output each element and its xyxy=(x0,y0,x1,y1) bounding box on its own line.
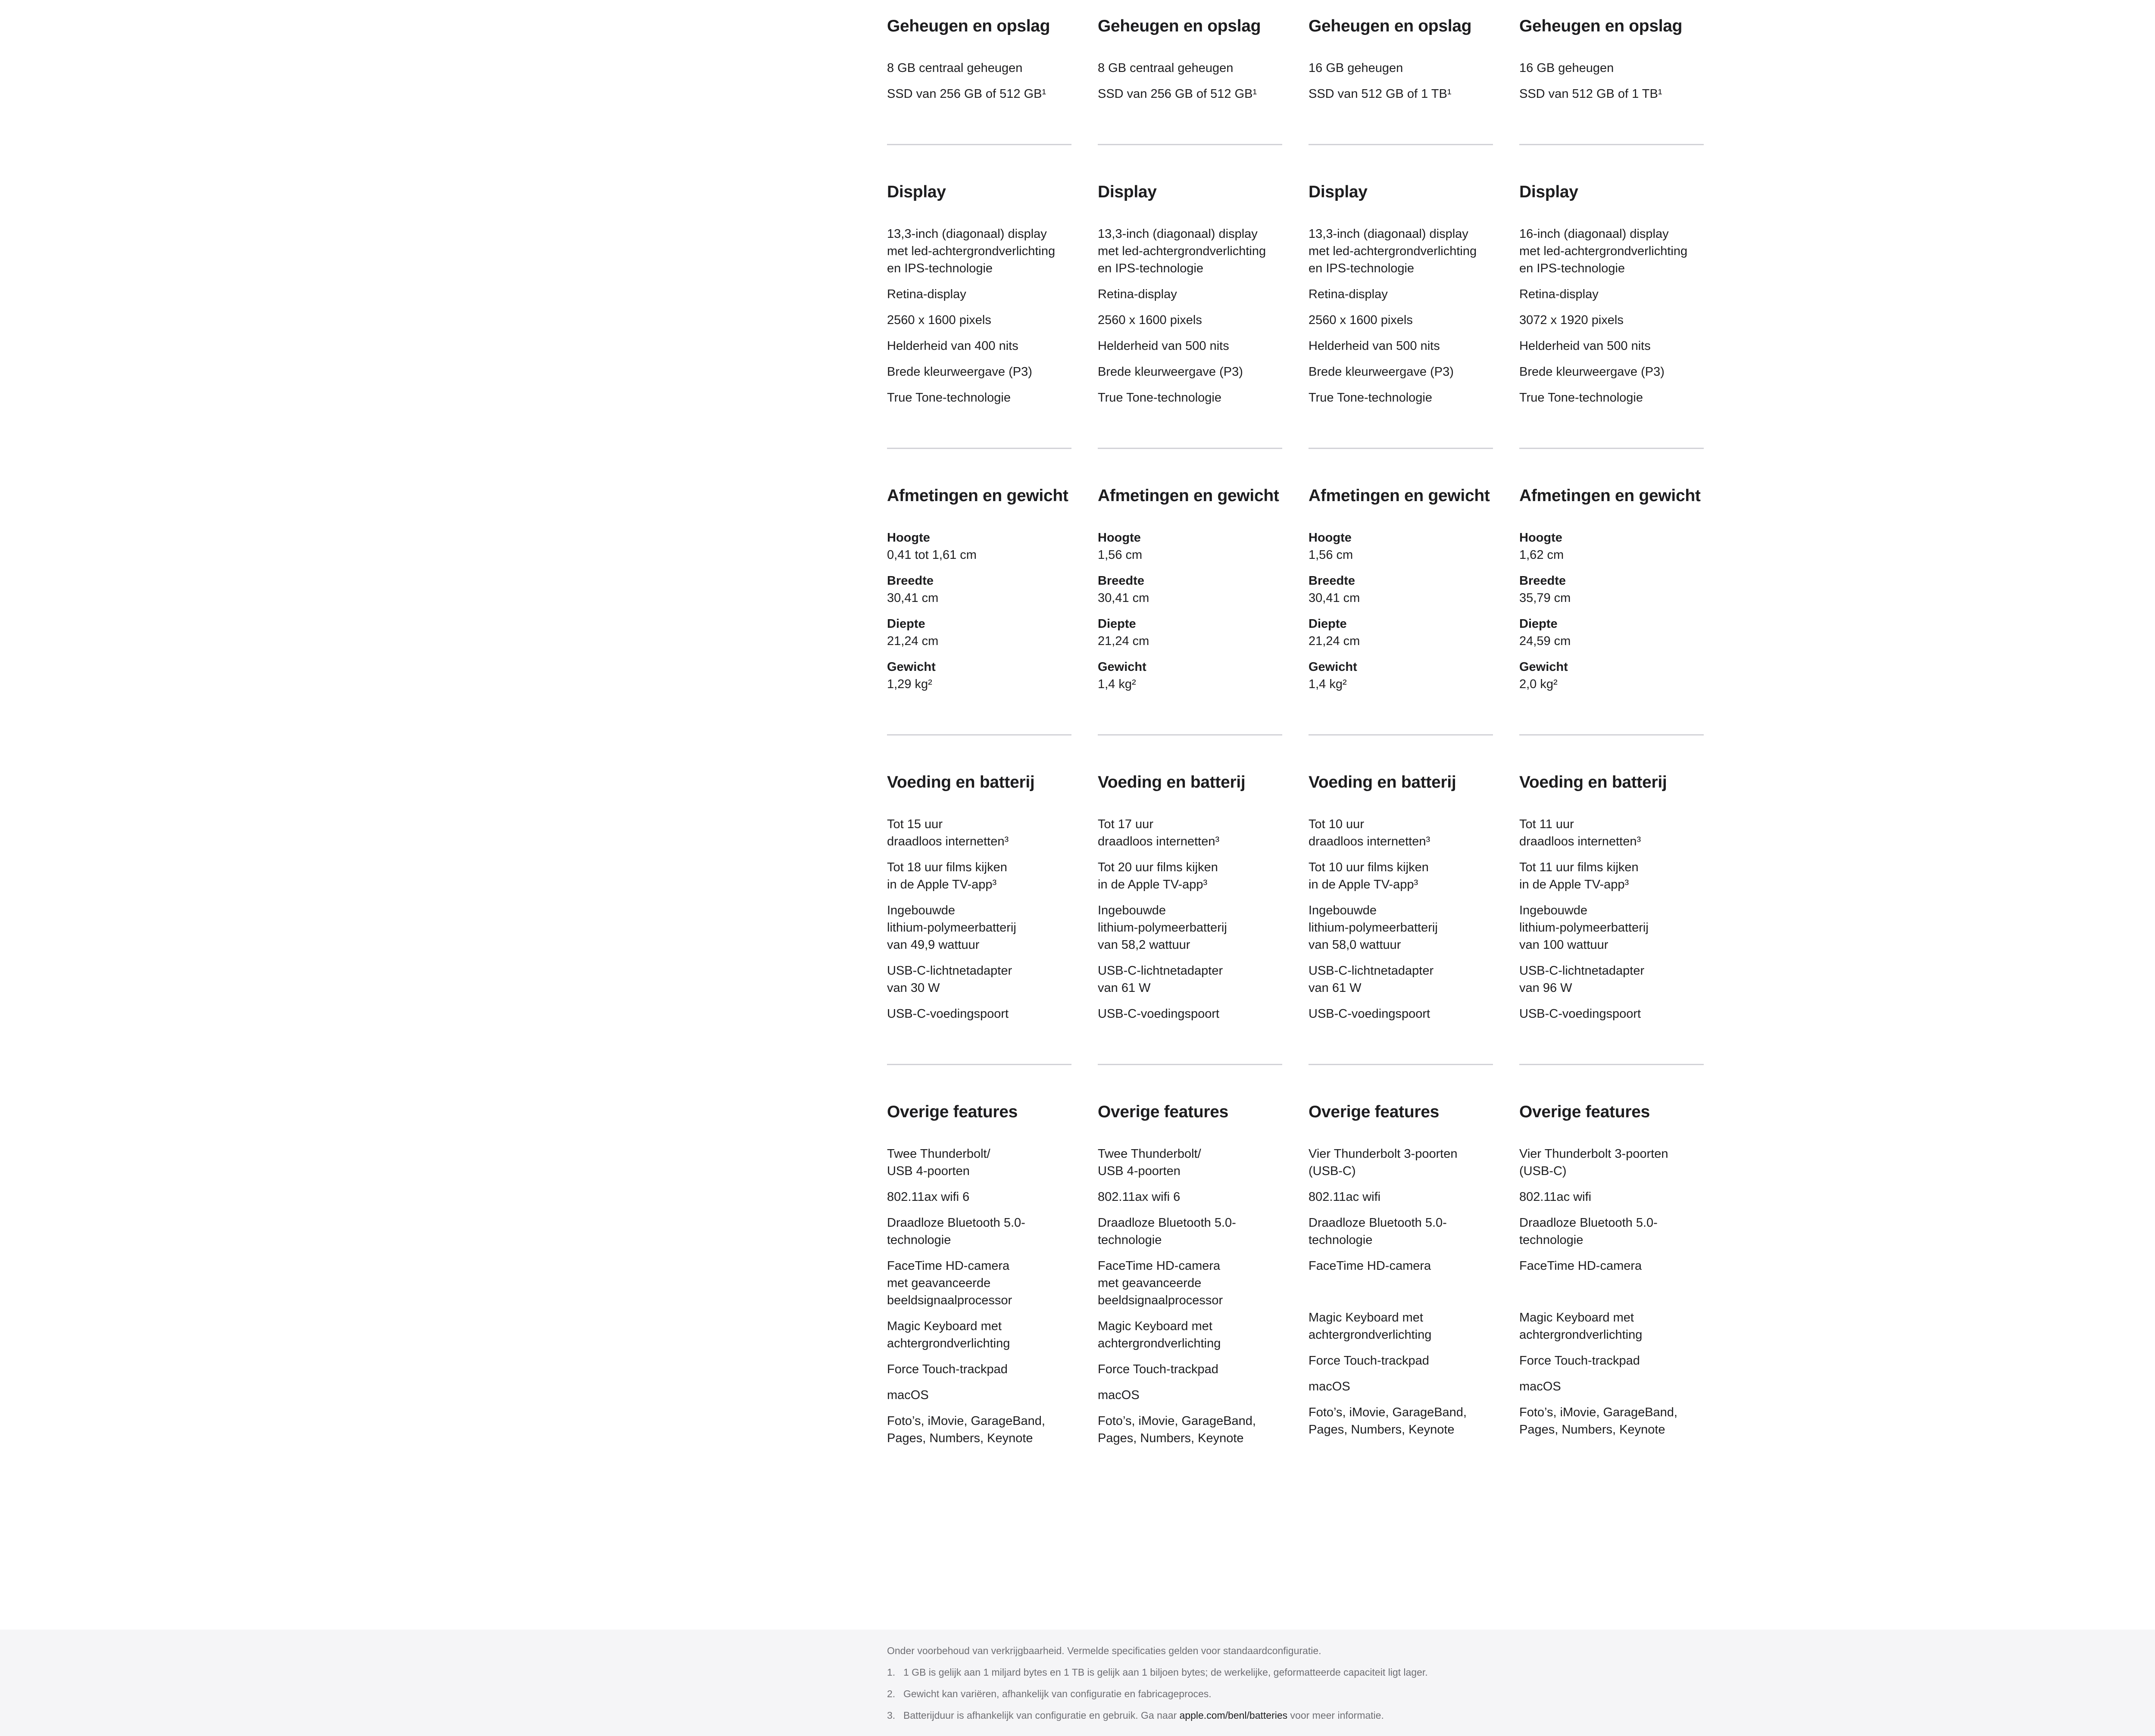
spec-pair xyxy=(1309,658,1493,693)
spec-item: Force Touch-trackpad xyxy=(1519,1354,1640,1368)
divider-row xyxy=(887,111,1705,183)
spec-item: USB-C-lichtnetadapter van 61 W xyxy=(1098,964,1223,995)
spec-item: 8 GB centraal geheugen xyxy=(1098,61,1234,75)
section-title: Afmetingen en gewicht xyxy=(1098,486,1279,505)
spec-item: USB-C-voedingspoort xyxy=(1309,1007,1430,1021)
spec-item: Brede kleurweergave (P3) xyxy=(1098,365,1243,379)
footnote-text: 1 GB is gelijk aan 1 miljard bytes en 1 TB is gelijk aan 1 biljoen bytes; de werkelijke, geformatteerde capaciteit ligt lager. xyxy=(903,1667,1428,1678)
spec-pair xyxy=(1519,529,1704,564)
divider xyxy=(1519,734,1704,736)
spec-item: True Tone-technologie xyxy=(1098,391,1221,405)
footnote-number: 2. xyxy=(887,1688,896,1699)
spec-item: FaceTime HD-camera xyxy=(1519,1259,1642,1273)
spec-item: 802.11ax wifi 6 xyxy=(887,1190,970,1204)
spec-label: Gewicht xyxy=(887,660,936,674)
spec-column-3 xyxy=(1309,183,1493,415)
spec-item: 13,3-inch (diagonaal) display met led-achtergrondverlichting en IPS-technologie xyxy=(887,227,1056,275)
spec-item: macOS xyxy=(1309,1380,1350,1393)
section-title: Voeding en batterij xyxy=(1098,773,1246,792)
section-title: Display xyxy=(1309,183,1368,201)
spec-pair xyxy=(1309,529,1493,564)
spec-item: FaceTime HD-camera met geavanceerde beeldsignaalprocessor xyxy=(887,1259,1012,1307)
spec-item: 2560 x 1600 pixels xyxy=(887,313,991,327)
divider xyxy=(1309,144,1493,145)
section-title: Afmetingen en gewicht xyxy=(1519,486,1701,505)
spec-column-2 xyxy=(1098,487,1282,701)
section-row-features xyxy=(887,1103,1705,1455)
spec-item: True Tone-technologie xyxy=(887,391,1011,405)
spec-item: 2560 x 1600 pixels xyxy=(1309,313,1413,327)
divider xyxy=(1098,734,1282,736)
spec-item: SSD van 256 GB of 512 GB¹ xyxy=(1098,87,1257,101)
spec-label: Diepte xyxy=(887,617,925,631)
spec-item: USB-C-lichtnetadapter van 96 W xyxy=(1519,964,1645,995)
spec-item: Foto’s, iMovie, GarageBand, Pages, Numbers, Keynote xyxy=(1309,1406,1467,1437)
spec-pair xyxy=(1098,658,1282,693)
spec-item: 802.11ac wifi xyxy=(1309,1190,1381,1204)
spec-item: Magic Keyboard met achtergrondverlichting xyxy=(1519,1311,1643,1342)
spec-item: Helderheid van 500 nits xyxy=(1309,339,1440,353)
spec-grid xyxy=(887,17,1705,1455)
spec-item: True Tone-technologie xyxy=(1519,391,1643,405)
spec-label: Gewicht xyxy=(1098,660,1146,674)
spec-item: macOS xyxy=(1098,1388,1140,1402)
spec-item: Tot 18 uur films kijken in de Apple TV-app³ xyxy=(887,860,1007,891)
footnote-number: 3. xyxy=(887,1710,896,1721)
spec-value: 21,24 cm xyxy=(1098,634,1149,648)
spec-item: 8 GB centraal geheugen xyxy=(887,61,1023,75)
divider xyxy=(1098,448,1282,449)
batteries-link[interactable]: apple.com/benl/batteries xyxy=(1179,1710,1288,1721)
spec-item: Foto’s, iMovie, GarageBand, Pages, Numbers, Keynote xyxy=(887,1414,1045,1445)
spec-item: USB-C-voedingspoort xyxy=(1519,1007,1641,1021)
spec-item: Foto’s, iMovie, GarageBand, Pages, Numbers, Keynote xyxy=(1098,1414,1256,1445)
spec-item: Ingebouwde lithium-polymeerbatterij van 49,9 wattuur xyxy=(887,904,1016,952)
spec-value: 30,41 cm xyxy=(1309,591,1360,605)
section-title: Geheugen en opslag xyxy=(1519,17,1683,35)
spec-column-1 xyxy=(887,183,1071,415)
spec-item: Foto’s, iMovie, GarageBand, Pages, Numbers, Keynote xyxy=(1519,1406,1677,1437)
spec-item: SSD van 512 GB of 1 TB¹ xyxy=(1309,87,1452,101)
footnote-text xyxy=(903,1709,1384,1722)
spec-column-1 xyxy=(887,773,1071,1031)
section-title: Afmetingen en gewicht xyxy=(887,486,1068,505)
spec-item: Tot 15 uur draadloos internetten³ xyxy=(887,817,1009,848)
spec-item: True Tone-technologie xyxy=(1309,391,1432,405)
spec-label: Diepte xyxy=(1098,617,1136,631)
spec-item: Tot 10 uur draadloos internetten³ xyxy=(1309,817,1430,848)
spec-item: Magic Keyboard met achtergrondverlichting xyxy=(887,1319,1010,1350)
section-row-memory xyxy=(887,17,1705,111)
spec-column-3 xyxy=(1309,17,1493,111)
spec-item: 16 GB geheugen xyxy=(1519,61,1614,75)
divider xyxy=(1309,448,1493,449)
spec-item: FaceTime HD-camera xyxy=(1309,1259,1431,1273)
spec-pair xyxy=(887,572,1071,607)
divider xyxy=(887,144,1071,145)
spec-pair xyxy=(887,529,1071,564)
section-title: Geheugen en opslag xyxy=(887,17,1050,35)
spec-label: Diepte xyxy=(1309,617,1347,631)
spec-column-4 xyxy=(1519,17,1704,111)
section-row-dimensions xyxy=(887,487,1705,701)
footnote-3 xyxy=(887,1709,2008,1722)
spec-column-3 xyxy=(1309,773,1493,1031)
footnote-text-before: Batterijduur is afhankelijk van configuratie en gebruik. Ga naar xyxy=(903,1710,1180,1721)
section-title: Overige features xyxy=(1309,1103,1440,1121)
footnote-number: 1. xyxy=(887,1667,896,1678)
section-title: Display xyxy=(1519,183,1578,201)
spec-item: 2560 x 1600 pixels xyxy=(1098,313,1202,327)
spec-item: Tot 11 uur films kijken in de Apple TV-app³ xyxy=(1519,860,1639,891)
spec-value: 30,41 cm xyxy=(887,591,939,605)
spec-value: 21,24 cm xyxy=(887,634,939,648)
spec-item: Draadloze Bluetooth 5.0- technologie xyxy=(887,1216,1025,1247)
section-title: Overige features xyxy=(1098,1103,1229,1121)
footnote-text: Gewicht kan variëren, afhankelijk van configuratie en fabricageproces. xyxy=(903,1688,1212,1699)
spec-item: 16-inch (diagonaal) display met led-achtergrondverlichting en IPS-technologie xyxy=(1519,227,1688,275)
spec-item: Brede kleurweergave (P3) xyxy=(1519,365,1665,379)
spec-pair xyxy=(1519,572,1704,607)
spec-column-2 xyxy=(1098,1103,1282,1455)
spec-pair xyxy=(1098,529,1282,564)
divider xyxy=(887,734,1071,736)
spec-label: Breedte xyxy=(887,574,934,588)
spec-item: USB-C-lichtnetadapter van 61 W xyxy=(1309,964,1434,995)
spec-item: Retina-display xyxy=(1519,287,1599,301)
spec-item: Tot 17 uur draadloos internetten³ xyxy=(1098,817,1220,848)
section-title: Geheugen en opslag xyxy=(1098,17,1261,35)
spec-column-4 xyxy=(1519,773,1704,1031)
spec-item: Helderheid van 500 nits xyxy=(1519,339,1651,353)
divider-row xyxy=(887,415,1705,487)
footnote-2 xyxy=(887,1687,2008,1700)
spec-item: Tot 20 uur films kijken in de Apple TV-app³ xyxy=(1098,860,1218,891)
divider xyxy=(1519,144,1704,145)
footnote-1 xyxy=(887,1666,2008,1679)
spec-pair xyxy=(1519,658,1704,693)
spec-item: Ingebouwde lithium-polymeerbatterij van 100 wattuur xyxy=(1519,904,1649,952)
spec-column-4 xyxy=(1519,1103,1704,1455)
spec-item: 13,3-inch (diagonaal) display met led-achtergrondverlichting en IPS-technologie xyxy=(1309,227,1477,275)
spec-pair xyxy=(1098,572,1282,607)
spec-label: Breedte xyxy=(1309,574,1355,588)
spec-value: 1,4 kg² xyxy=(1309,677,1347,691)
spec-item: 13,3-inch (diagonaal) display met led-achtergrondverlichting en IPS-technologie xyxy=(1098,227,1266,275)
section-title: Overige features xyxy=(1519,1103,1650,1121)
spec-item: FaceTime HD-camera met geavanceerde beeldsignaalprocessor xyxy=(1098,1259,1223,1307)
divider xyxy=(887,448,1071,449)
divider xyxy=(1098,1064,1282,1065)
spec-column-3 xyxy=(1309,1103,1493,1455)
spec-column-4 xyxy=(1519,183,1704,415)
spec-item: Helderheid van 400 nits xyxy=(887,339,1018,353)
divider xyxy=(1519,448,1704,449)
spec-item: Retina-display xyxy=(1098,287,1177,301)
divider xyxy=(1098,144,1282,145)
footer-notes xyxy=(887,1644,2008,1730)
spec-item: Brede kleurweergave (P3) xyxy=(1309,365,1454,379)
spec-item: Magic Keyboard met achtergrondverlichting xyxy=(1309,1311,1432,1342)
spec-value: 1,4 kg² xyxy=(1098,677,1136,691)
section-title: Overige features xyxy=(887,1103,1018,1121)
section-title: Voeding en batterij xyxy=(1519,773,1667,792)
section-title: Display xyxy=(887,183,946,201)
spec-item: Tot 10 uur films kijken in de Apple TV-app³ xyxy=(1309,860,1429,891)
spec-item: macOS xyxy=(887,1388,929,1402)
spec-label: Breedte xyxy=(1519,574,1566,588)
spec-item: 3072 x 1920 pixels xyxy=(1519,313,1624,327)
spec-value: 2,0 kg² xyxy=(1519,677,1558,691)
spec-item: macOS xyxy=(1519,1380,1561,1393)
spec-item: 802.11ac wifi xyxy=(1519,1190,1592,1204)
section-title: Geheugen en opslag xyxy=(1309,17,1472,35)
spec-column-4 xyxy=(1519,487,1704,701)
section-title: Afmetingen en gewicht xyxy=(1309,486,1490,505)
spec-value: 0,41 tot 1,61 cm xyxy=(887,548,977,562)
spec-label: Gewicht xyxy=(1519,660,1568,674)
divider xyxy=(1519,1064,1704,1065)
spec-pair xyxy=(1098,615,1282,650)
spec-value: 21,24 cm xyxy=(1309,634,1360,648)
spec-pair xyxy=(1309,615,1493,650)
divider xyxy=(1309,1064,1493,1065)
divider xyxy=(1309,734,1493,736)
divider xyxy=(887,1064,1071,1065)
spec-value: 1,56 cm xyxy=(1309,548,1353,562)
spec-pair xyxy=(1309,572,1493,607)
spec-item: Force Touch-trackpad xyxy=(1098,1362,1218,1376)
spec-item: Ingebouwde lithium-polymeerbatterij van 58,0 wattuur xyxy=(1309,904,1438,952)
section-title: Display xyxy=(1098,183,1157,201)
spec-value: 24,59 cm xyxy=(1519,634,1571,648)
spec-label: Hoogte xyxy=(1098,531,1141,545)
spec-item: SSD van 256 GB of 512 GB¹ xyxy=(887,87,1046,101)
spec-value: 35,79 cm xyxy=(1519,591,1571,605)
spec-item: USB-C-lichtnetadapter van 30 W xyxy=(887,964,1012,995)
section-title: Voeding en batterij xyxy=(1309,773,1456,792)
spec-pair xyxy=(887,615,1071,650)
section-row-display xyxy=(887,183,1705,415)
spec-item: Tot 11 uur draadloos internetten³ xyxy=(1519,817,1641,848)
spec-item: Twee Thunderbolt/ USB 4-poorten xyxy=(887,1147,990,1178)
footnote-text-after: voor meer informatie. xyxy=(1287,1710,1384,1721)
spec-item: 802.11ax wifi 6 xyxy=(1098,1190,1181,1204)
spec-value: 30,41 cm xyxy=(1098,591,1149,605)
section-row-battery xyxy=(887,773,1705,1031)
section-title: Voeding en batterij xyxy=(887,773,1035,792)
spec-item: Magic Keyboard met achtergrondverlichting xyxy=(1098,1319,1221,1350)
spec-item: Draadloze Bluetooth 5.0- technologie xyxy=(1309,1216,1447,1247)
spec-label: Diepte xyxy=(1519,617,1558,631)
spec-item: Force Touch-trackpad xyxy=(887,1362,1008,1376)
spec-item: Helderheid van 500 nits xyxy=(1098,339,1229,353)
footer xyxy=(0,1630,2155,1736)
spec-label: Breedte xyxy=(1098,574,1144,588)
spec-item: SSD van 512 GB of 1 TB¹ xyxy=(1519,87,1662,101)
spec-item: Retina-display xyxy=(1309,287,1388,301)
spec-label: Gewicht xyxy=(1309,660,1357,674)
spec-label: Hoogte xyxy=(1519,531,1562,545)
spec-pair xyxy=(887,658,1071,693)
spec-column-1 xyxy=(887,17,1071,111)
spec-item: Force Touch-trackpad xyxy=(1309,1354,1429,1368)
spec-item: Draadloze Bluetooth 5.0- technologie xyxy=(1098,1216,1236,1247)
spec-column-2 xyxy=(1098,183,1282,415)
spec-label: Hoogte xyxy=(1309,531,1352,545)
spec-value: 1,29 kg² xyxy=(887,677,932,691)
spec-item: Ingebouwde lithium-polymeerbatterij van 58,2 wattuur xyxy=(1098,904,1227,952)
spec-column-2 xyxy=(1098,773,1282,1031)
spec-value: 1,62 cm xyxy=(1519,548,1564,562)
spec-item: USB-C-voedingspoort xyxy=(1098,1007,1220,1021)
divider-row xyxy=(887,701,1705,773)
spec-item: Retina-display xyxy=(887,287,966,301)
spec-value: 1,56 cm xyxy=(1098,548,1143,562)
spec-item: USB-C-voedingspoort xyxy=(887,1007,1009,1021)
spec-column-1 xyxy=(887,487,1071,701)
spec-column-2 xyxy=(1098,17,1282,111)
spec-item: Vier Thunderbolt 3-poorten (USB-C) xyxy=(1309,1147,1458,1178)
divider-row xyxy=(887,1031,1705,1103)
spec-item: Brede kleurweergave (P3) xyxy=(887,365,1032,379)
spec-pair xyxy=(1519,615,1704,650)
spec-label: Hoogte xyxy=(887,531,930,545)
spec-item: Draadloze Bluetooth 5.0- technologie xyxy=(1519,1216,1658,1247)
spec-item: 16 GB geheugen xyxy=(1309,61,1403,75)
spec-column-3 xyxy=(1309,487,1493,701)
footer-intro: Onder voorbehoud van verkrijgbaarheid. Vermelde specificaties gelden voor standaardconfiguratie. xyxy=(887,1645,1321,1656)
spec-item: Twee Thunderbolt/ USB 4-poorten xyxy=(1098,1147,1201,1178)
spec-column-1 xyxy=(887,1103,1071,1455)
spec-item: Vier Thunderbolt 3-poorten (USB-C) xyxy=(1519,1147,1668,1178)
